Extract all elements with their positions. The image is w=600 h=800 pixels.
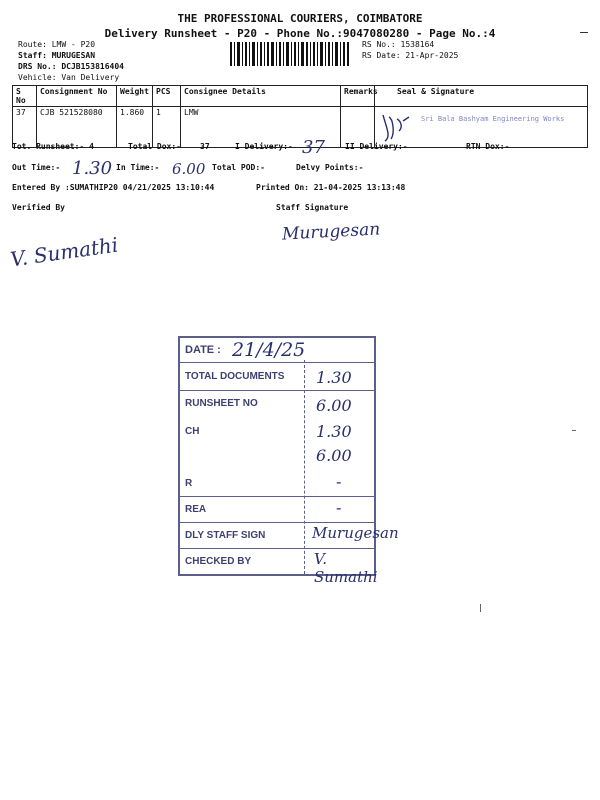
i-delivery-label: I Delivery:- <box>235 142 293 151</box>
stamp-row-line <box>180 522 374 523</box>
col-consignee: Consignee Details <box>181 86 341 107</box>
stamp-date-label: DATE : <box>185 344 221 356</box>
col-weight: Weight <box>117 86 153 107</box>
company-title: THE PROFESSIONAL COURIERS, COIMBATORE <box>177 12 423 25</box>
total-dox-value: 37 <box>200 142 210 151</box>
stamp-label-ch: CH <box>185 426 200 437</box>
stamp-row-line <box>180 390 374 391</box>
runsheet-subtitle: Delivery Runsheet - P20 - Phone No.:9047080280 - Page No.:4 <box>104 27 496 40</box>
seal-stamp-text: Sri Bala Bashyam Engineering Works <box>421 115 565 123</box>
seal-signature-scribble <box>379 109 419 143</box>
stamp-value-1: 1.30 <box>316 368 352 387</box>
stamp-value-3: 1.30 <box>316 422 352 441</box>
stamp-row-line <box>180 496 374 497</box>
stamp-value-checked-signature: V. Sumathi <box>314 550 378 586</box>
stamp-label-runsheet: RUNSHEET NO <box>185 398 258 409</box>
route-label: Route: LMW - P20 <box>18 40 96 49</box>
stamp-value-6: - <box>336 498 342 517</box>
stamp-label-total-documents: TOTAL DOCUMENTS <box>185 371 285 382</box>
table-header-row <box>13 86 588 107</box>
vehicle-label: Vehicle: Van Delivery <box>18 73 120 82</box>
verified-by-label: Verified By <box>12 203 65 212</box>
stamp-column-divider <box>304 360 305 574</box>
stamp-row-line <box>180 548 374 549</box>
rs-date: RS Date: 21-Apr-2025 <box>362 51 459 60</box>
stamp-value-2: 6.00 <box>316 396 352 415</box>
col-sno: S No <box>13 86 37 107</box>
in-time-label: In Time:- <box>116 163 160 172</box>
rtn-dox-label: RTN Dox:- <box>466 142 510 151</box>
out-time-value: 1.30 <box>72 158 113 179</box>
col-consignment: Consignment No <box>37 86 117 107</box>
stamp-label-dly-staff-sign: DLY STAFF SIGN <box>185 530 266 541</box>
staff-signature: Murugesan <box>281 219 381 245</box>
delvy-points-label: Delvy Points:- <box>296 163 364 172</box>
stamp-value-staff-signature: Murugesan <box>312 524 399 542</box>
stamp-value-4: 6.00 <box>316 446 352 465</box>
cell-consignee: LMW <box>181 107 341 148</box>
in-time-value: 6.00 <box>172 160 206 178</box>
col-seal: Seal & Signature <box>375 86 588 107</box>
col-remarks: Remarks <box>341 86 375 107</box>
out-time-label: Out Time:- <box>12 163 61 172</box>
cell-sno: 37 <box>13 107 37 148</box>
cell-pcs: 1 <box>153 107 181 148</box>
total-pod-label: Total POD:- <box>212 163 265 172</box>
cell-consignment: CJB 521528080 <box>37 107 117 148</box>
runsheet-table <box>12 85 588 148</box>
rs-number: RS No.: 1538164 <box>362 40 435 49</box>
verified-signature: V. Sumathi <box>8 232 120 272</box>
margin-mark <box>580 32 588 33</box>
stamp-label-rea: REA <box>185 504 207 515</box>
stamp-value-5: - <box>336 472 342 491</box>
delivery-stamp <box>178 336 399 586</box>
drs-number: DRS No.: DCJB153816404 <box>18 62 124 71</box>
ii-delivery-label: II Delivery:- <box>345 142 408 151</box>
stamp-label-r: R <box>185 478 193 489</box>
col-pcs: PCS <box>153 86 181 107</box>
stamp-date-value: 21/4/25 <box>232 339 306 361</box>
tot-runsheet: Tot. Runsheet:- 4 <box>12 142 94 151</box>
entered-by: Entered By :SUMATHIP20 04/21/2025 13:10:44 <box>12 183 215 192</box>
cell-weight: 1.860 <box>117 107 153 148</box>
printed-on: Printed On: 21-04-2025 13:13:48 <box>256 183 406 192</box>
i-delivery-value: 37 <box>302 137 325 158</box>
staff-signature-label: Staff Signature <box>276 203 349 212</box>
stamp-row-line <box>180 362 374 363</box>
stamp-label-checked-by: CHECKED BY <box>185 556 252 567</box>
total-dox-label: Total Dox:- <box>128 142 181 151</box>
stray-mark <box>572 430 576 431</box>
barcode <box>230 42 350 66</box>
staff-label: Staff: MURUGESAN <box>18 51 96 60</box>
stray-mark <box>480 604 481 612</box>
